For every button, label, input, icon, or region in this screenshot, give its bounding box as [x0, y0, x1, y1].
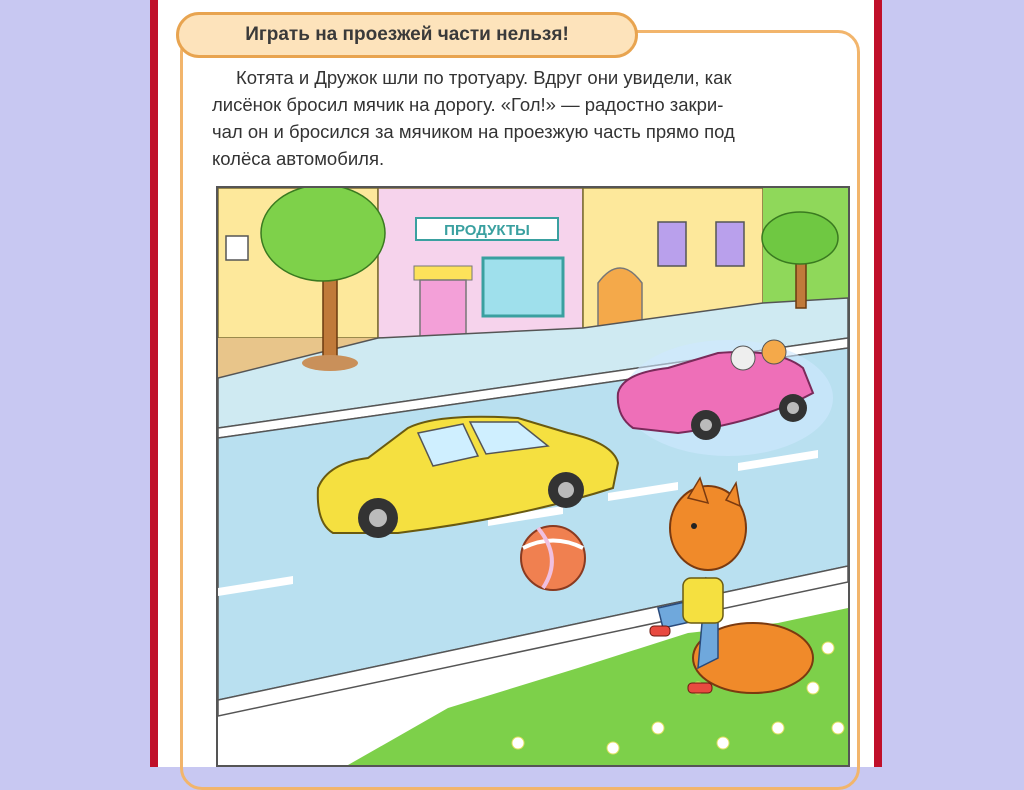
- shop-sign-text: ПРОДУКТЫ: [444, 222, 530, 239]
- story-line: лисёнок бросил мячик на дорогу. «Гол!» — радостно закри-: [212, 94, 724, 115]
- archway: [598, 268, 642, 328]
- story-text: [212, 64, 852, 172]
- story-line: колёса автомобиля.: [212, 148, 385, 169]
- page-title: Играть на проезжей части нельзя!: [176, 12, 638, 58]
- building-window: [658, 222, 686, 266]
- shop-door-awning: [414, 266, 472, 280]
- story-line: Котята и Дружок шли по тротуару. Вдруг они увидели, как: [236, 67, 732, 88]
- building-window: [716, 222, 744, 266]
- worksheet-page: [150, 0, 882, 767]
- story-line: чал он и бросился за мячиком на проезжую часть прямо под: [212, 121, 735, 142]
- shop-door: [420, 280, 466, 338]
- building-window: [226, 236, 248, 260]
- ball: [521, 526, 585, 590]
- shop-window: [483, 258, 563, 316]
- street-illustration: [216, 186, 850, 767]
